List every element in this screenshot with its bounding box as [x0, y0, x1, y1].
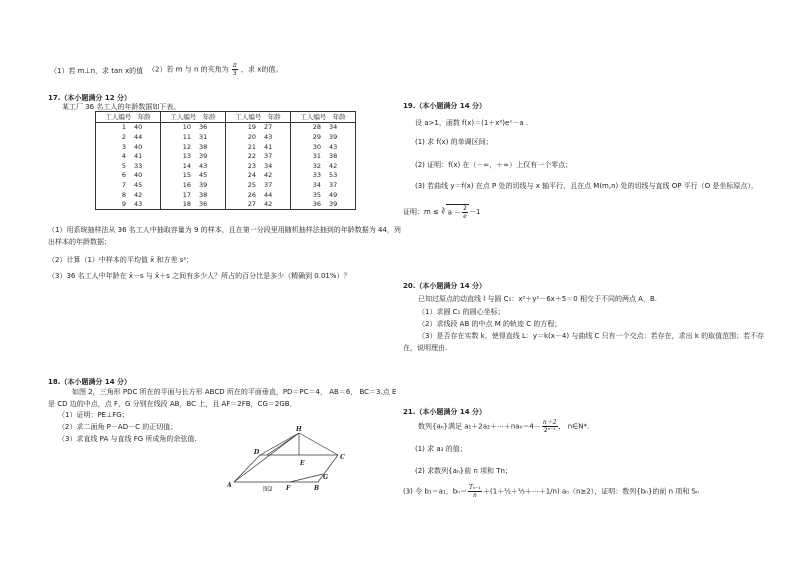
worker-age: 49 [327, 190, 356, 200]
worker-age: 41 [264, 142, 273, 151]
label-H: H [296, 426, 302, 433]
worker-id: 29 [291, 132, 328, 142]
age-table-body [96, 122, 356, 209]
q18-line2: 是 CD 边的中点，点 F，G 分别在线段 AB，BC 上，且 AF＝2FB，CG＝2GB． [48, 400, 297, 408]
q17-header: 17.（本小题满分 12 分） [48, 94, 132, 102]
q20-intro: 已知过原点的动直线 l 与圆 C₁：x²＋y²－6x＋5＝0 相交于不同的两点 A，B. [418, 295, 657, 303]
cube-root: a － $\frac{2}{e}$ [447, 205, 467, 220]
worker-id: 5 [96, 161, 133, 171]
worker-id: 2 [96, 132, 133, 142]
worker-id: 3 [96, 142, 133, 152]
figure-caption: 图2 [263, 486, 273, 493]
worker-age: 40 [134, 123, 143, 132]
worker-age: 42 [134, 190, 143, 199]
q17-p1-line1: （1）用系统抽样法从 36 名工人中抽取容量为 9 的样本，且在第一分段里用随机抽样法抽到的年龄数据为 44，列 [48, 226, 401, 234]
worker-age: 37 [264, 180, 273, 189]
q17-p1-line2: 出样本的年龄数据； [48, 238, 111, 246]
q19-p1: (1) 求 f(x) 的单调区间； [415, 138, 493, 146]
worker-age: 45 [134, 180, 143, 189]
worker-id: 7 [96, 180, 133, 190]
col-header-group-3: 工人编号 年龄 [226, 112, 291, 123]
table-row [96, 199, 356, 209]
q21-p3: (3) 令 b₁＝a₁，bₙ＝ $\frac{\text{Tₙ₋₁}}{n}$ ＋(1＋½＋⅓＋⋯＋1/n) aₙ（n≥2），证明：数列{bₙ}的前 n 项和 Sₙ [403, 484, 699, 499]
worker-id: 10 [161, 122, 198, 132]
worker-age: 40 [134, 142, 143, 151]
worker-id: 12 [161, 142, 198, 152]
worker-id: 31 [291, 151, 328, 161]
q20-p2: （2）求线段 AB 的中点 M 的轨迹 C 的方程； [418, 320, 562, 328]
worker-age: 38 [199, 142, 208, 151]
worker-age: 39 [199, 152, 208, 161]
worker-id: 24 [226, 171, 263, 181]
worker-age: 44 [134, 132, 143, 141]
worker-age: 53 [327, 171, 356, 181]
q21-header: 21.（本小题满分 14 分） [403, 408, 487, 416]
worker-age: 27 [264, 123, 273, 132]
worker-age: 41 [134, 152, 143, 161]
worker-age: 33 [134, 161, 143, 170]
worker-age: 44 [264, 190, 273, 199]
q16-part2-post: ，求 x的值。 [241, 65, 283, 74]
worker-id: 4 [96, 151, 133, 161]
worker-id: 33 [291, 171, 328, 181]
table-row [96, 132, 356, 142]
worker-id: 32 [291, 161, 328, 171]
worker-id: 6 [96, 171, 133, 181]
table-row [96, 171, 356, 181]
worker-age: 42 [262, 199, 291, 209]
worker-id: 23 [226, 161, 263, 171]
worker-id: 19 [226, 122, 263, 132]
label-C: C [340, 454, 345, 461]
worker-age: 43 [132, 199, 161, 209]
worker-age: 40 [134, 171, 143, 180]
worker-age: 45 [199, 171, 208, 180]
q21-p2: (2) 求数列{aₙ}前 n 项和 Tn； [415, 467, 512, 475]
q16-part2-pre: （2）若 m 与 n 的夹角为 [148, 65, 229, 74]
worker-age: 38 [327, 151, 356, 161]
label-A: A [227, 482, 232, 489]
worker-id: 34 [291, 180, 328, 190]
table-row [96, 190, 356, 200]
worker-id: 22 [226, 151, 263, 161]
q20-p3-line1: （3）是否存在实数 k，使得直线 L：y＝k(x－4) 与曲线 C 只有一个交点：若存在，求出 k 的取值范围；若不存 [418, 332, 765, 340]
col-header-group-1: 工人编号 年龄 [96, 112, 161, 123]
table-row [96, 180, 356, 190]
worker-age: 39 [199, 180, 208, 189]
q20-header: 20.（本小题满分 14 分） [403, 282, 487, 290]
q18-p1: （1）证明：PE⊥FG； [58, 411, 129, 419]
label-G: G [323, 474, 329, 481]
worker-id: 1 [96, 122, 133, 132]
worker-id: 35 [291, 190, 328, 200]
q18-header: 18.（本小题满分 14 分） [48, 378, 132, 386]
table-row [96, 142, 356, 152]
worker-id: 30 [291, 142, 328, 152]
worker-id: 27 [226, 199, 263, 209]
worker-age: 34 [327, 122, 356, 132]
table-row [96, 122, 356, 132]
q16-part2 [148, 62, 282, 77]
worker-id: 11 [161, 132, 198, 142]
label-B: B [314, 485, 320, 492]
q19-intro: 设 a>1，函数 f(x)＝(1＋x²)eˣ－a . [415, 119, 529, 127]
q20-p3-line2: 在，说明理由. [403, 344, 448, 352]
worker-id: 21 [226, 142, 263, 152]
col-header-group-2: 工人编号 年龄 [161, 112, 226, 123]
q18-p3: （3）求直线 PA 与直线 FG 所成角的余弦值. [58, 435, 197, 443]
q21-p1: (1) 求 a₃ 的值； [415, 445, 467, 453]
q16-fraction: $\frac{\pi}{3}$ [232, 62, 237, 77]
worker-id: 9 [96, 199, 133, 209]
worker-id: 8 [96, 190, 133, 200]
label-D: D [254, 449, 260, 456]
q17-intro: 某工厂 36 名工人的年龄数据如下表。 [62, 103, 181, 111]
worker-age: 43 [199, 161, 208, 170]
q18-p2: （2）求二面角 P－AD－C 的正切值； [58, 423, 178, 431]
table-row [96, 161, 356, 171]
worker-age: 36 [199, 123, 208, 132]
worker-id: 14 [161, 161, 198, 171]
q19-p2: (2) 证明：f(x) 在（－∞，＋∞）上仅有一个零点； [415, 161, 573, 169]
worker-id: 16 [161, 180, 198, 190]
q18-line1: 如图 2，三角形 PDC 所在的平面与长方形 ABCD 所在的平面垂直，PD＝PC＝4， AB＝6， BC＝3.点 E [72, 388, 397, 396]
worker-id: 26 [226, 190, 263, 200]
table-row [96, 151, 356, 161]
worker-age: 38 [199, 190, 208, 199]
q18-figure [220, 420, 360, 500]
worker-age: 43 [327, 142, 356, 152]
q20-p1: （1）求圆 C₁ 的圆心坐标； [418, 308, 505, 316]
age-table-header [96, 112, 356, 123]
worker-age: 39 [327, 132, 356, 142]
age-table [95, 111, 356, 210]
q19-proof: 证明：m ≤ ∛ a － $\frac{2}{e}$ －1 [403, 205, 481, 220]
q16-part1: （1）若 m⊥n，求 tan x的值 [50, 67, 144, 75]
worker-age: 43 [264, 132, 273, 141]
q19-p3: (3) 若曲线 y＝f(x) 在点 P 处的切线与 x 轴平行，且在点 M(m,n) 处的切线与直线 OP 平行（O 是坐标原点）， [415, 182, 758, 190]
worker-id: 36 [291, 199, 328, 209]
worker-age: 37 [264, 152, 273, 161]
worker-id: 20 [226, 132, 263, 142]
q19-header: 19.（本小题满分 14 分） [403, 102, 487, 110]
worker-age: 42 [327, 161, 356, 171]
worker-age: 37 [327, 180, 356, 190]
q17-p2: （2）计算（1）中样本的平均值 x̄ 和方差 s²； [48, 256, 194, 264]
worker-id: 18 [161, 199, 198, 209]
label-F: F [286, 485, 291, 492]
q17-p3: （3）36 名工人中年龄在 x̄－s 与 x̄＋s 之间有多少人？所占的百分比是多少（精确到 0.01%）？ [48, 272, 351, 280]
worker-id: 15 [161, 171, 198, 181]
worker-age: 42 [264, 171, 273, 180]
worker-id: 28 [291, 122, 328, 132]
worker-age: 39 [327, 199, 356, 209]
label-E: E [300, 460, 305, 467]
q21-intro: 数列{aₙ}满足 a₁＋2a₂＋⋯＋naₙ＝4－ $\frac{n+2}{\text{2ⁿ⁻¹}}$ ， n∈N*. [418, 419, 590, 434]
worker-id: 25 [226, 180, 263, 190]
worker-id: 17 [161, 190, 198, 200]
worker-age: 36 [197, 199, 226, 209]
col-header-group-4: 工人编号 年龄 [291, 112, 356, 123]
worker-id: 13 [161, 151, 198, 161]
worker-age: 34 [264, 161, 273, 170]
worker-age: 31 [199, 132, 208, 141]
